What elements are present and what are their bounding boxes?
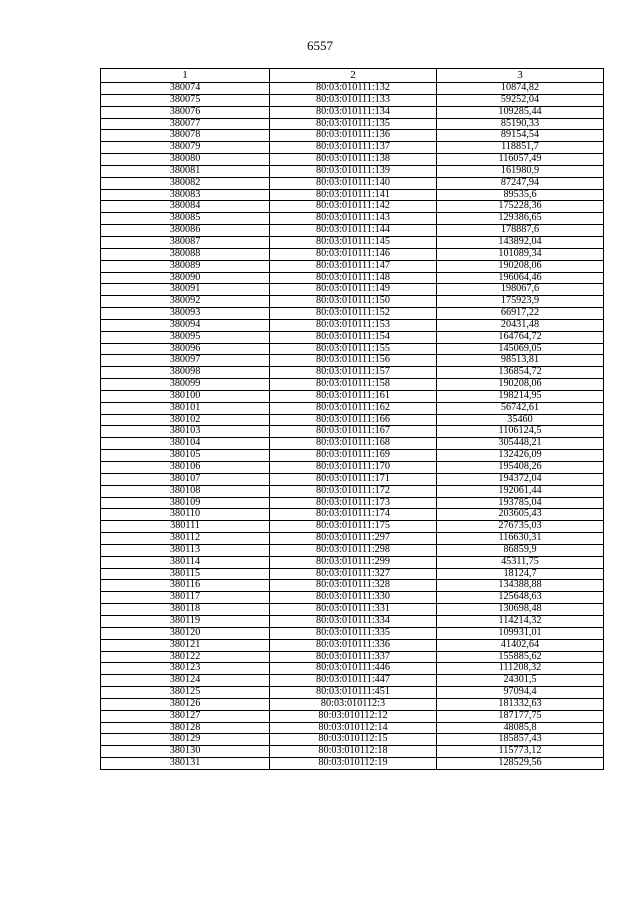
cadastral-number: 80:03:010111:146	[270, 248, 437, 260]
cadastral-number: 80:03:010112:3	[270, 698, 437, 710]
row-number: 380084	[101, 201, 270, 213]
cadastral-value: 164764,72	[437, 331, 604, 343]
cadastral-value: 185857,43	[437, 734, 604, 746]
cadastral-number: 80:03:010111:337	[270, 651, 437, 663]
cadastral-value: 89154,54	[437, 130, 604, 142]
row-number: 380111	[101, 521, 270, 533]
cadastral-value: 87247,94	[437, 177, 604, 189]
cadastral-number: 80:03:010111:137	[270, 142, 437, 154]
table-row	[101, 734, 604, 746]
cadastral-value: 86859,9	[437, 544, 604, 556]
cadastral-number: 80:03:010111:133	[270, 94, 437, 106]
cadastral-value: 193785,04	[437, 497, 604, 509]
row-number: 380127	[101, 710, 270, 722]
table-row	[101, 130, 604, 142]
row-number: 380074	[101, 83, 270, 95]
cadastral-value: 194372,04	[437, 473, 604, 485]
row-number: 380087	[101, 236, 270, 248]
cadastral-number: 80:03:010111:135	[270, 118, 437, 130]
row-number: 380092	[101, 296, 270, 308]
cadastral-number: 80:03:010111:148	[270, 272, 437, 284]
cadastral-number: 80:03:010111:171	[270, 473, 437, 485]
cadastral-number: 80:03:010111:155	[270, 343, 437, 355]
table-row	[101, 355, 604, 367]
row-number: 380126	[101, 698, 270, 710]
table-row	[101, 402, 604, 414]
cadastral-number: 80:03:010111:152	[270, 308, 437, 320]
cadastral-value: 118851,7	[437, 142, 604, 154]
row-number: 380105	[101, 450, 270, 462]
table-row	[101, 189, 604, 201]
row-number: 380117	[101, 592, 270, 604]
cadastral-number: 80:03:010111:139	[270, 165, 437, 177]
row-number: 380112	[101, 533, 270, 545]
cadastral-number: 80:03:010111:331	[270, 604, 437, 616]
cadastral-number: 80:03:010112:12	[270, 710, 437, 722]
cadastral-value: 45311,75	[437, 556, 604, 568]
cadastral-number: 80:03:010111:161	[270, 390, 437, 402]
row-number: 380106	[101, 462, 270, 474]
row-number: 380078	[101, 130, 270, 142]
cadastral-value: 192061,44	[437, 485, 604, 497]
cadastral-value: 109931,01	[437, 627, 604, 639]
cadastral-value: 136854,72	[437, 367, 604, 379]
cadastral-value: 129386,65	[437, 213, 604, 225]
cadastral-value: 145069,05	[437, 343, 604, 355]
cadastral-number: 80:03:010112:15	[270, 734, 437, 746]
cadastral-number: 80:03:010112:14	[270, 722, 437, 734]
cadastral-value: 178887,6	[437, 225, 604, 237]
table-row	[101, 272, 604, 284]
row-number: 380116	[101, 580, 270, 592]
cadastral-value: 101089,34	[437, 248, 604, 260]
cadastral-number: 80:03:010111:175	[270, 521, 437, 533]
table-row	[101, 663, 604, 675]
cadastral-value: 18124,7	[437, 568, 604, 580]
cadastral-value: 20431,48	[437, 319, 604, 331]
table-row	[101, 367, 604, 379]
row-number: 380103	[101, 426, 270, 438]
column-header-1: 1	[101, 69, 270, 83]
table-row	[101, 675, 604, 687]
cadastral-value: 41402,64	[437, 639, 604, 651]
table-row	[101, 201, 604, 213]
cadastral-number: 80:03:010111:170	[270, 462, 437, 474]
table-row	[101, 698, 604, 710]
cadastral-value: 116630,31	[437, 533, 604, 545]
row-number: 380125	[101, 687, 270, 699]
table-row	[101, 462, 604, 474]
row-number: 380123	[101, 663, 270, 675]
cadastral-value: 56742,61	[437, 402, 604, 414]
row-number: 380122	[101, 651, 270, 663]
table-row	[101, 331, 604, 343]
row-number: 380100	[101, 390, 270, 402]
table-row	[101, 390, 604, 402]
cadastral-number: 80:03:010111:174	[270, 509, 437, 521]
row-number: 380083	[101, 189, 270, 201]
table-row	[101, 450, 604, 462]
row-number: 380121	[101, 639, 270, 651]
cadastral-value: 143892,04	[437, 236, 604, 248]
cadastral-number: 80:03:010111:162	[270, 402, 437, 414]
row-number: 380094	[101, 319, 270, 331]
row-number: 380086	[101, 225, 270, 237]
row-number: 380129	[101, 734, 270, 746]
row-number: 380085	[101, 213, 270, 225]
row-number: 380081	[101, 165, 270, 177]
column-header-3: 3	[437, 69, 604, 83]
row-number: 380101	[101, 402, 270, 414]
row-number: 380109	[101, 497, 270, 509]
row-number: 380088	[101, 248, 270, 260]
table-row	[101, 533, 604, 545]
cadastral-value: 97094,4	[437, 687, 604, 699]
table-row	[101, 106, 604, 118]
row-number: 380128	[101, 722, 270, 734]
row-number: 380097	[101, 355, 270, 367]
row-number: 380104	[101, 438, 270, 450]
row-number: 380124	[101, 675, 270, 687]
cadastral-number: 80:03:010111:154	[270, 331, 437, 343]
cadastral-number: 80:03:010112:19	[270, 758, 437, 770]
cadastral-number: 80:03:010111:136	[270, 130, 437, 142]
cadastral-value: 98513,81	[437, 355, 604, 367]
cadastral-number: 80:03:010111:158	[270, 379, 437, 391]
cadastral-value: 48085,8	[437, 722, 604, 734]
row-number: 380110	[101, 509, 270, 521]
table-row	[101, 438, 604, 450]
cadastral-number: 80:03:010111:149	[270, 284, 437, 296]
cadastral-number: 80:03:010111:169	[270, 450, 437, 462]
table-row	[101, 639, 604, 651]
cadastral-value: 196064,46	[437, 272, 604, 284]
cadastral-value: 187177,75	[437, 710, 604, 722]
cadastral-value: 89535,6	[437, 189, 604, 201]
row-number: 380096	[101, 343, 270, 355]
cadastral-value: 35460	[437, 414, 604, 426]
cadastral-table	[100, 68, 604, 770]
cadastral-number: 80:03:010111:446	[270, 663, 437, 675]
row-number: 380114	[101, 556, 270, 568]
row-number: 380075	[101, 94, 270, 106]
table-row	[101, 521, 604, 533]
table-row	[101, 509, 604, 521]
row-number: 380131	[101, 758, 270, 770]
cadastral-number: 80:03:010111:299	[270, 556, 437, 568]
cadastral-number: 80:03:010111:134	[270, 106, 437, 118]
table-row	[101, 142, 604, 154]
table-row	[101, 687, 604, 699]
row-number: 380119	[101, 615, 270, 627]
row-number: 380076	[101, 106, 270, 118]
table-row	[101, 154, 604, 166]
table-row	[101, 414, 604, 426]
row-number: 380090	[101, 272, 270, 284]
row-number: 380120	[101, 627, 270, 639]
table-body	[101, 83, 604, 770]
cadastral-value: 115773,12	[437, 746, 604, 758]
cadastral-value: 190208,06	[437, 260, 604, 272]
row-number: 380098	[101, 367, 270, 379]
table-row	[101, 225, 604, 237]
table-row	[101, 343, 604, 355]
cadastral-number: 80:03:010111:167	[270, 426, 437, 438]
cadastral-number: 80:03:010111:140	[270, 177, 437, 189]
cadastral-number: 80:03:010111:173	[270, 497, 437, 509]
table-row	[101, 177, 604, 189]
table-row	[101, 473, 604, 485]
table-row	[101, 497, 604, 509]
row-number: 380082	[101, 177, 270, 189]
table-row	[101, 651, 604, 663]
cadastral-value: 195408,26	[437, 462, 604, 474]
cadastral-value: 134388,88	[437, 580, 604, 592]
cadastral-number: 80:03:010111:157	[270, 367, 437, 379]
row-number: 380130	[101, 746, 270, 758]
table-row	[101, 580, 604, 592]
row-number: 380115	[101, 568, 270, 580]
table-row	[101, 248, 604, 260]
cadastral-value: 161980,9	[437, 165, 604, 177]
table-row	[101, 592, 604, 604]
table-row	[101, 308, 604, 320]
row-number: 380108	[101, 485, 270, 497]
table-header-row	[101, 69, 604, 83]
table-row	[101, 426, 604, 438]
cadastral-number: 80:03:010111:153	[270, 319, 437, 331]
cadastral-value: 114214,32	[437, 615, 604, 627]
cadastral-number: 80:03:010111:168	[270, 438, 437, 450]
cadastral-number: 80:03:010111:132	[270, 83, 437, 95]
table-row	[101, 83, 604, 95]
page-number: 6557	[307, 38, 333, 53]
table-row	[101, 627, 604, 639]
cadastral-value: 109285,44	[437, 106, 604, 118]
table-row	[101, 94, 604, 106]
cadastral-number: 80:03:010111:334	[270, 615, 437, 627]
table-row	[101, 604, 604, 616]
cadastral-value: 305448,21	[437, 438, 604, 450]
cadastral-value: 85190,33	[437, 118, 604, 130]
cadastral-value: 128529,56	[437, 758, 604, 770]
table-row	[101, 722, 604, 734]
cadastral-number: 80:03:010112:18	[270, 746, 437, 758]
table-row	[101, 379, 604, 391]
cadastral-number: 80:03:010111:330	[270, 592, 437, 604]
cadastral-value: 10874,82	[437, 83, 604, 95]
cadastral-value: 198214,95	[437, 390, 604, 402]
table-row	[101, 260, 604, 272]
cadastral-number: 80:03:010111:144	[270, 225, 437, 237]
cadastral-value: 198067,6	[437, 284, 604, 296]
cadastral-number: 80:03:010111:298	[270, 544, 437, 556]
table-row	[101, 710, 604, 722]
row-number: 380077	[101, 118, 270, 130]
cadastral-value: 155885,62	[437, 651, 604, 663]
cadastral-value: 276735,03	[437, 521, 604, 533]
table-row	[101, 758, 604, 770]
table-row	[101, 615, 604, 627]
cadastral-value: 181332,63	[437, 698, 604, 710]
cadastral-value: 59252,04	[437, 94, 604, 106]
cadastral-number: 80:03:010111:336	[270, 639, 437, 651]
table-row	[101, 485, 604, 497]
table-row	[101, 284, 604, 296]
cadastral-value: 1106124,5	[437, 426, 604, 438]
cadastral-number: 80:03:010111:166	[270, 414, 437, 426]
cadastral-value: 125648,63	[437, 592, 604, 604]
cadastral-number: 80:03:010111:145	[270, 236, 437, 248]
table-row	[101, 568, 604, 580]
cadastral-value: 175228,36	[437, 201, 604, 213]
cadastral-number: 80:03:010111:297	[270, 533, 437, 545]
table-row	[101, 544, 604, 556]
cadastral-number: 80:03:010111:328	[270, 580, 437, 592]
row-number: 380089	[101, 260, 270, 272]
cadastral-number: 80:03:010111:156	[270, 355, 437, 367]
table-row	[101, 319, 604, 331]
cadastral-number: 80:03:010111:447	[270, 675, 437, 687]
row-number: 380091	[101, 284, 270, 296]
row-number: 380118	[101, 604, 270, 616]
table-row	[101, 165, 604, 177]
table-row	[101, 556, 604, 568]
cadastral-number: 80:03:010111:142	[270, 201, 437, 213]
row-number: 380080	[101, 154, 270, 166]
cadastral-number: 80:03:010111:143	[270, 213, 437, 225]
table-row	[101, 296, 604, 308]
cadastral-number: 80:03:010111:327	[270, 568, 437, 580]
cadastral-number: 80:03:010111:335	[270, 627, 437, 639]
row-number: 380102	[101, 414, 270, 426]
table-row	[101, 236, 604, 248]
cadastral-number: 80:03:010111:147	[270, 260, 437, 272]
cadastral-value: 66917,22	[437, 308, 604, 320]
cadastral-value: 175923,9	[437, 296, 604, 308]
cadastral-value: 130698,48	[437, 604, 604, 616]
cadastral-value: 190208,06	[437, 379, 604, 391]
cadastral-number: 80:03:010111:141	[270, 189, 437, 201]
cadastral-number: 80:03:010111:172	[270, 485, 437, 497]
column-header-2: 2	[270, 69, 437, 83]
cadastral-value: 203605,43	[437, 509, 604, 521]
row-number: 380099	[101, 379, 270, 391]
row-number: 380093	[101, 308, 270, 320]
cadastral-number: 80:03:010111:451	[270, 687, 437, 699]
table-row	[101, 118, 604, 130]
cadastral-value: 132426,09	[437, 450, 604, 462]
row-number: 380095	[101, 331, 270, 343]
cadastral-number: 80:03:010111:138	[270, 154, 437, 166]
table-row	[101, 213, 604, 225]
row-number: 380113	[101, 544, 270, 556]
cadastral-value: 111208,32	[437, 663, 604, 675]
cadastral-value: 116057,49	[437, 154, 604, 166]
table-row	[101, 746, 604, 758]
row-number: 380107	[101, 473, 270, 485]
cadastral-number: 80:03:010111:150	[270, 296, 437, 308]
cadastral-value: 24301,5	[437, 675, 604, 687]
row-number: 380079	[101, 142, 270, 154]
